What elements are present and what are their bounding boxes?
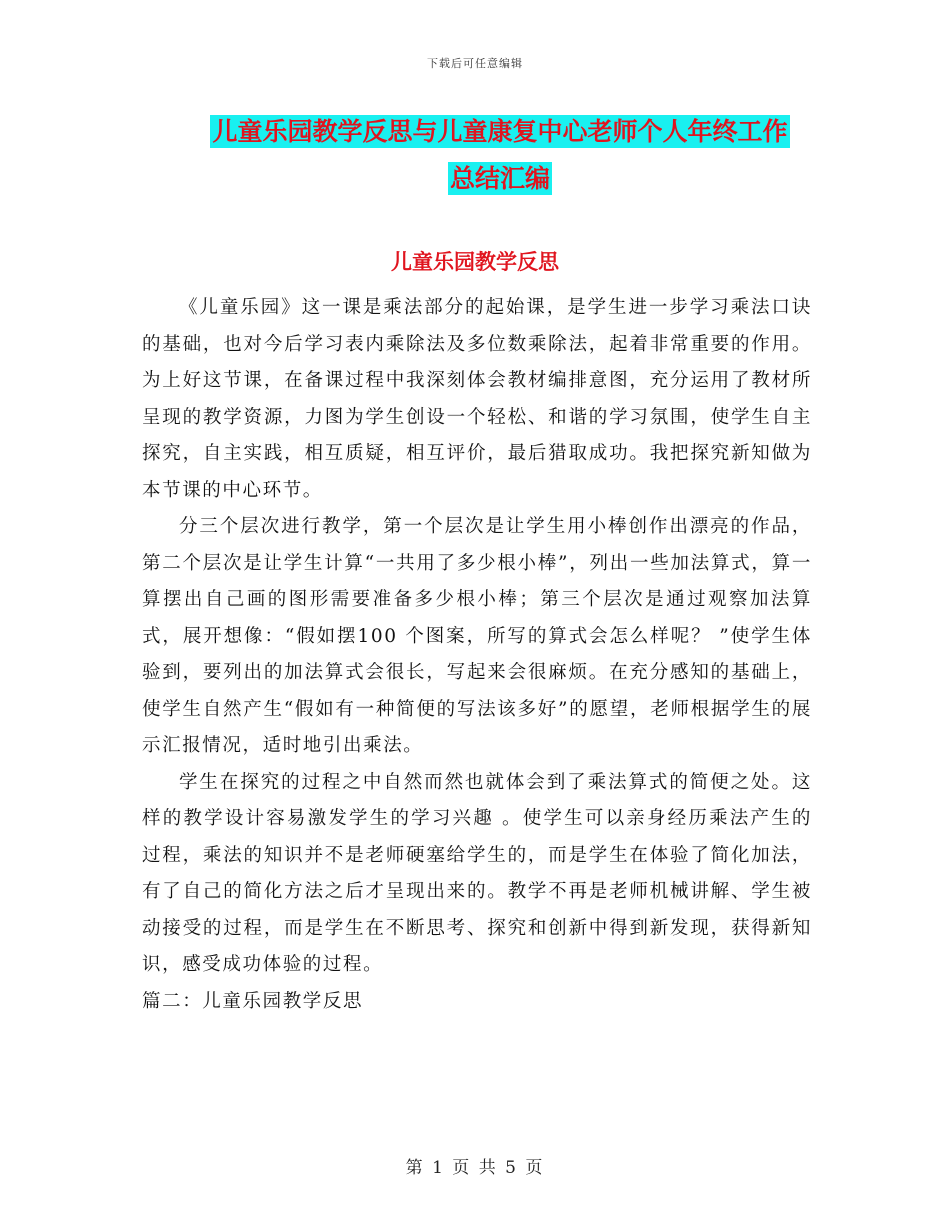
page-number: 第 1 页 共 5 页 — [405, 1158, 545, 1178]
paragraph: 《儿童乐园》这一课是乘法部分的起始课，是学生进一步学习乘法口诀的基础，也对今后学习表内乘除法及多位数乘除法，起着非常重要的作用。为上好这节课，在备课过程中我深刻体会教材编排意图，充分运用了教材所呈现的教学资源，力图为学生创设一个轻松、和谐的学习氛围，使学生自主探究，自主实践，相互质疑，相互评价，最后猎取成功。我把探究新知做为本节课的中心环节。 — [142, 297, 812, 501]
document-body — [142, 290, 812, 1020]
document-title-line-2: 总结汇编 — [449, 164, 550, 193]
page-header-note: 下载后可任意编辑 — [427, 57, 523, 70]
subheading: 篇二：儿童乐园教学反思 — [142, 990, 364, 1012]
section-title: 儿童乐园教学反思 — [391, 250, 559, 274]
paragraph: 学生在探究的过程之中自然而然也就体会到了乘法算式的简便之处。这样的教学设计容易激发学生的学习兴趣 。使学生可以亲身经历乘法产生的过程，乘法的知识并不是老师硬塞给学生的，而是学生在体验了简化加法，有了自己的简化方法之后才呈现出来的。教学不再是老师机械讲解、学生被动接受的过程，而是学生在不断思考、探究和创新中得到新发现，获得新知识，感受成功体验的过程。 — [142, 771, 812, 975]
paragraph: 分三个层次进行教学，第一个层次是让学生用小棒创作出漂亮的作品，第二个层次是让学生计算“一共用了多少根小棒”，列出一些加法算式，算一算摆出自己画的图形需要准备多少根小棒；第三个层次是通过观察加法算式，展开想像：“假如摆100 个图案，所写的算式会怎么样呢？ ”使学生体验到，要列出的加法算式会很长，写起来会很麻烦。在充分感知的基础上，使学生自然产生“假如有一种简便的写法该多好”的愿望，老师根据学生的展示汇报情况，适时地引出乘法。 — [142, 516, 812, 756]
document-title — [190, 108, 810, 202]
document-title-line-1: 儿童乐园教学反思与儿童康复中心老师个人年终工作 — [212, 117, 788, 146]
